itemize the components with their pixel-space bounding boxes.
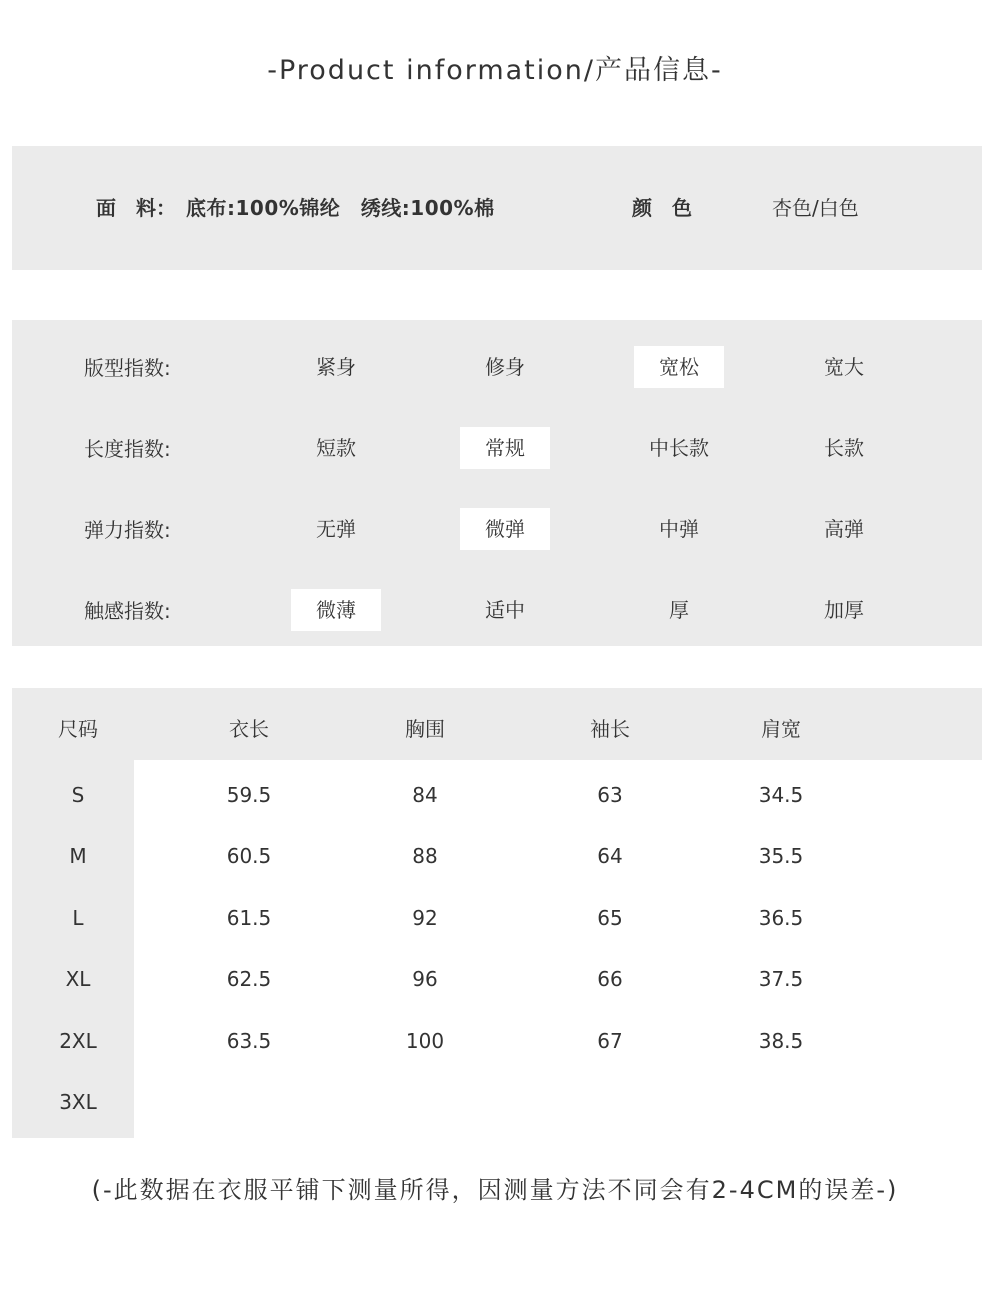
size-cell: M xyxy=(69,844,87,868)
index-option: 长款 xyxy=(824,436,864,460)
shoulder-header: 肩宽 xyxy=(761,717,801,741)
sleeve-cell: 64 xyxy=(597,844,623,868)
length-cell: 62.5 xyxy=(226,967,272,991)
index-label: 版型指数: xyxy=(84,356,171,380)
index-option-selected: 微弹 xyxy=(460,508,550,550)
size-header: 尺码 xyxy=(58,717,98,741)
bust-cell: 84 xyxy=(412,783,438,807)
size-cell: 2XL xyxy=(59,1029,97,1053)
size-cell: S xyxy=(71,783,85,807)
fit-index-panel xyxy=(12,320,982,646)
length-cell: 59.5 xyxy=(226,783,272,807)
size-cell: 3XL xyxy=(59,1090,97,1114)
length-index-row xyxy=(12,427,982,471)
page-title: -Product information/产品信息- xyxy=(267,55,723,86)
color-label: 颜 色 xyxy=(632,196,692,220)
sleeve-header: 袖长 xyxy=(590,717,630,741)
index-option: 高弹 xyxy=(824,517,864,541)
bust-cell: 100 xyxy=(405,1029,445,1053)
sleeve-cell xyxy=(550,1087,670,1117)
touch-index-row xyxy=(12,589,982,633)
index-label: 长度指数: xyxy=(84,437,171,461)
length-cell: 61.5 xyxy=(226,906,272,930)
fabric-panel xyxy=(12,146,982,270)
index-option-selected: 微薄 xyxy=(291,589,381,631)
sleeve-cell: 65 xyxy=(597,906,623,930)
shoulder-cell: 36.5 xyxy=(758,906,804,930)
index-option: 紧身 xyxy=(316,355,356,379)
sleeve-cell: 67 xyxy=(597,1029,623,1053)
index-option: 修身 xyxy=(485,355,525,379)
shoulder-cell xyxy=(721,1087,841,1117)
fabric-value: 底布:100%锦纶 绣线:100%棉 xyxy=(186,196,495,220)
shoulder-cell: 35.5 xyxy=(758,844,804,868)
bust-cell: 92 xyxy=(412,906,438,930)
index-option: 中长款 xyxy=(649,436,709,460)
bust-cell: 88 xyxy=(412,844,438,868)
index-option: 加厚 xyxy=(824,598,864,622)
index-option: 中弹 xyxy=(659,517,699,541)
length-header: 衣长 xyxy=(229,717,269,741)
fit-index-row xyxy=(12,346,982,390)
index-label: 触感指数: xyxy=(84,599,171,623)
elasticity-index-row xyxy=(12,508,982,552)
index-option: 厚 xyxy=(669,598,689,622)
index-option-selected: 宽松 xyxy=(634,346,724,388)
index-option: 适中 xyxy=(485,598,525,622)
bust-header: 胸围 xyxy=(405,717,445,741)
size-cell: L xyxy=(72,906,84,930)
shoulder-cell: 34.5 xyxy=(758,783,804,807)
color-value: 杏色/白色 xyxy=(772,196,859,220)
index-option: 无弹 xyxy=(316,517,356,541)
length-cell: 60.5 xyxy=(226,844,272,868)
index-option: 宽大 xyxy=(824,355,864,379)
shoulder-cell: 38.5 xyxy=(758,1029,804,1053)
index-label: 弹力指数: xyxy=(84,518,171,542)
length-cell xyxy=(189,1087,309,1117)
fabric-label: 面 料： xyxy=(96,196,176,220)
index-option-selected: 常规 xyxy=(460,427,550,469)
size-table xyxy=(12,688,982,1138)
size-cell: XL xyxy=(65,967,91,991)
sleeve-cell: 63 xyxy=(597,783,623,807)
index-option: 短款 xyxy=(316,436,356,460)
length-cell: 63.5 xyxy=(226,1029,272,1053)
bust-cell xyxy=(365,1087,485,1117)
sleeve-cell: 66 xyxy=(597,967,623,991)
shoulder-cell: 37.5 xyxy=(758,967,804,991)
measurement-note: (-此数据在衣服平铺下测量所得，因测量方法不同会有2-4CM的误差-) xyxy=(91,1176,899,1204)
bust-cell: 96 xyxy=(412,967,438,991)
